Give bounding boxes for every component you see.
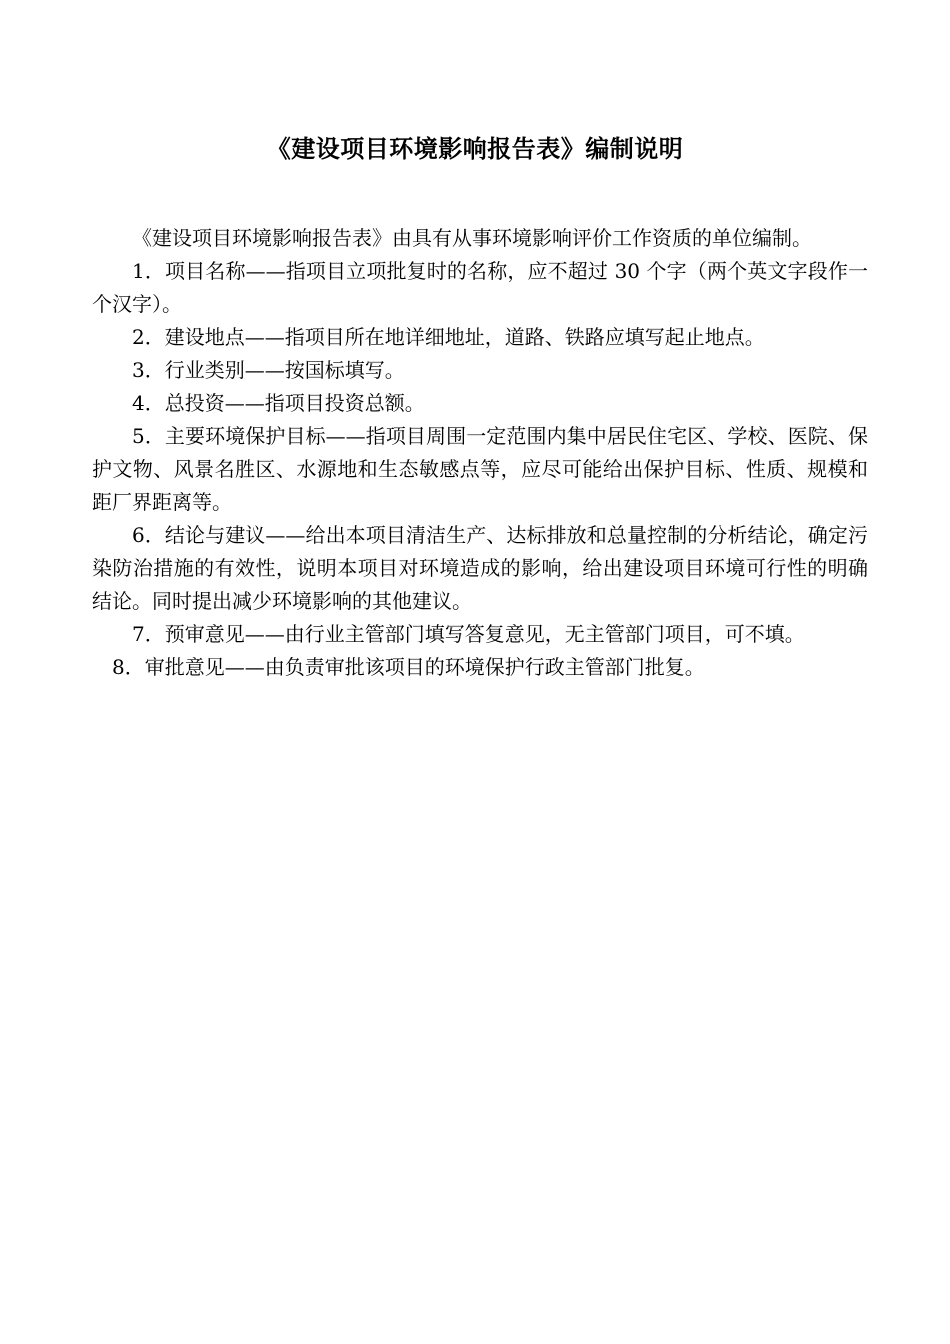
intro-paragraph: 《建设项目环境影响报告表》由具有从事环境影响评价工作资质的单位编制。 [132, 226, 812, 250]
item-protection-targets: 5．主要环境保护目标——指项目周围一定范围内集中居民住宅区、学校、医院、保护文物、风景名胜区、水源地和生态敏感点等，应尽可能给出保护目标、性质、规模和距厂界距离等。 [92, 424, 868, 514]
item-conclusions: 6．结论与建议——给出本项目清洁生产、达标排放和总量控制的分析结论，确定污染防治措施的有效性，说明本项目对环境造成的影响，给出建设项目环境可行性的明确结论。同时提出减少环境影响的其他建议。 [92, 523, 868, 613]
item-construction-site: 2．建设地点——指项目所在地详细地址，道路、铁路应填写起止地点。 [132, 325, 765, 349]
item-pre-review: 7．预审意见——由行业主管部门填写答复意见，无主管部门项目，可不填。 [132, 622, 805, 646]
item-total-investment: 4．总投资——指项目投资总额。 [132, 391, 425, 415]
item-industry-category: 3．行业类别——按国标填写。 [132, 358, 405, 382]
document-title: 《建设项目环境影响报告表》编制说明 [266, 134, 684, 163]
document-body [92, 222, 868, 684]
item-approval: 8．审批意见——由负责审批该项目的环境保护行政主管部门批复。 [112, 655, 705, 679]
item-project-name: 1．项目名称——指项目立项批复时的名称，应不超过 30 个字（两个英文字段作一个汉字）。 [92, 259, 868, 316]
